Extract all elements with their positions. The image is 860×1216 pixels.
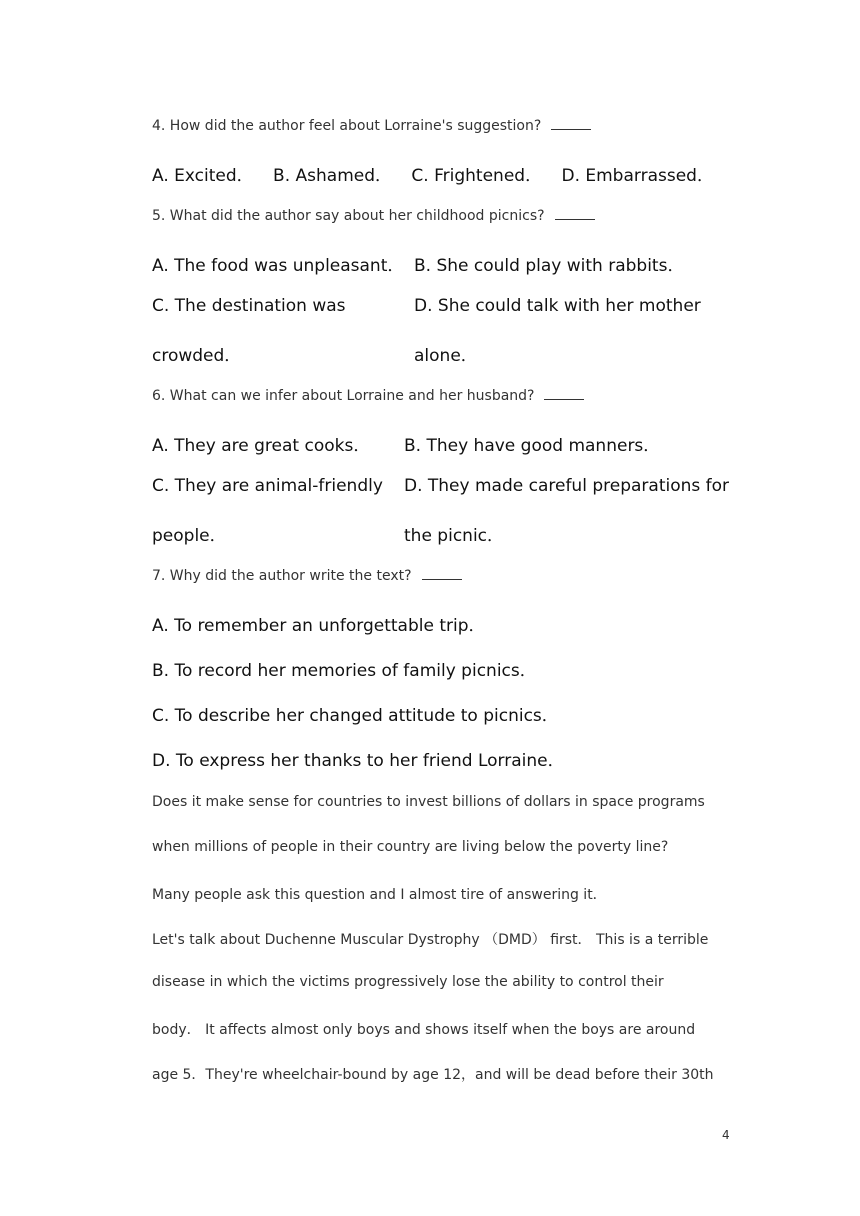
option-c: C. To describe her changed attitude to picnics． xyxy=(152,706,559,726)
option-d: D. She could talk with her mother xyxy=(414,296,701,316)
passage-line: Many people ask this question and I almost tire of answering it． xyxy=(152,887,607,903)
passage-line: disease in which the victims progressively lose the ability to control their xyxy=(152,974,664,990)
passage-line: Does it make sense for countries to invest billions of dollars in space programs xyxy=(152,794,705,810)
option-c: C. Frightened． xyxy=(411,166,543,186)
option-a: A. To remember an unforgettable trip． xyxy=(152,616,486,636)
option-d: D. To express her thanks to her friend Lorraine． xyxy=(152,751,565,771)
question-4-text: 4. How did the author feel about Lorraine's suggestion? xyxy=(152,118,542,134)
option-d: D. They made careful preparations for xyxy=(404,476,730,496)
question-6-text: 6. What can we infer about Lorraine and her husband? xyxy=(152,388,535,404)
question-7-text: 7. Why did the author write the text? xyxy=(152,568,412,584)
option-c-continued: people． xyxy=(152,526,227,546)
option-c-continued: crowded． xyxy=(152,346,242,366)
passage-line: body． It affects almost only boys and shows itself when the boys are around xyxy=(152,1022,696,1038)
answer-blank xyxy=(422,578,462,580)
passage-line: age 5．They're wheelchair-bound by age 12，and will be dead before their 30th xyxy=(152,1067,714,1083)
option-c: C. They are animal-friendly xyxy=(152,476,383,496)
option-b: B. They have good manners． xyxy=(404,436,661,456)
option-b: B. Ashamed． xyxy=(273,166,393,186)
question-4-options xyxy=(152,161,728,186)
question-4 xyxy=(152,118,591,134)
passage-line: Let's talk about Duchenne Muscular Dystrophy （DMD） first． This is a terrible xyxy=(152,932,709,948)
option-d-continued: the picnic． xyxy=(404,526,505,546)
question-7 xyxy=(152,568,462,584)
answer-blank xyxy=(544,398,584,400)
passage-line: when millions of people in their country are living below the poverty line? xyxy=(152,839,669,855)
option-d-continued: alone． xyxy=(414,346,478,366)
answer-blank xyxy=(551,128,591,130)
option-b: B. To record her memories of family picnics． xyxy=(152,661,537,681)
option-a: A. The food was unpleasant． xyxy=(152,256,405,276)
option-b: B. She could play with rabbits． xyxy=(414,256,685,276)
option-c: C. The destination was xyxy=(152,296,346,316)
answer-blank xyxy=(555,218,595,220)
question-5 xyxy=(152,208,595,224)
option-a: A. They are great cooks． xyxy=(152,436,371,456)
option-d: D. Embarrassed． xyxy=(561,166,714,186)
option-a: A. Excited． xyxy=(152,166,254,186)
question-5-text: 5. What did the author say about her childhood picnics? xyxy=(152,208,545,224)
question-6 xyxy=(152,388,584,404)
page-number: 4 xyxy=(722,1128,730,1142)
